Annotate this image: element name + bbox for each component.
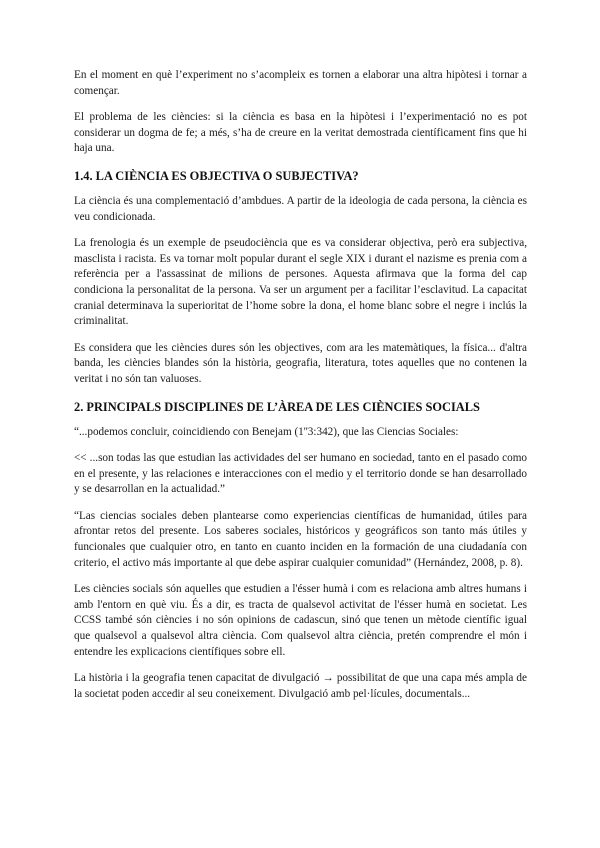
paragraph-divulgation: La història i la geografia tenen capacitat de divulgació → possibilitat de que una capa més ampla de la societat poden accedir al seu coneixement. Divulgació amb pel·lícules, documentals... <box>74 672 527 700</box>
paragraph-experiment: En el moment en què l’experiment no s’acompleix es tornen a elaborar una altra hipòtesi i tornar a començar. <box>74 69 527 97</box>
paragraph-hernandez-quote: “Las ciencias sociales deben plantearse como experiencias científicas de humanidad, útiles para afrontar retos del presente. Los saberes sociales, históricos y geográficos son tanto más útiles y funcionales que cualquier otro, en tanto en cuanto inciden en la formación de una ciudadanía con criterio, el activo más importante al que debe aspirar cualquier comunidad” (Hernández, 2008, p. 8). <box>74 509 527 569</box>
document-body <box>74 68 527 713</box>
paragraph-social-sciences-definition: Les ciències socials són aquelles que estudien a l'ésser humà i com es relaciona amb altres humans i amb l'entorn en què viu. És a dir, es tracta de qualsevol activitat de l'ésser humà en societat. Les CCSS també són ciències i no són opinions de cadascun, sinó que tenen un mètode científic igual que qualsevol a qualsevol altra ciència. Com qualsevol altra ciència, pretén comprendre el món i entendre les explicacions científiques sobre ell. <box>74 583 527 658</box>
paragraph-hard-soft-sciences: Es considera que les ciències dures són les objectives, com ara les matemàtiques, la física... d'altra banda, les ciències blandes són la història, geografia, literatura, totes aquelles que no contenen la veritat i no són tan valuoses. <box>74 341 527 385</box>
paragraph-phrenology: La frenologia és un exemple de pseudociència que es va considerar objectiva, però era subjectiva, masclista i racista. Es va tornar molt popular durant el segle XIX i durant el nazisme es prenia com a referència per a l'assassinat de milions de persones. Aquesta afirmava que la forma del cap condiciona la personalitat de la persona. Va ser un argument per a facilitar l’esclavitud. La capacitat cranial determinava la superioritat de l’home sobre la dona, el home blanc sobre el negre i inclús la criminalitat. <box>74 237 527 328</box>
paragraph-benejam-quote: << ...son todas las que estudian las actividades del ser humano en sociedad, tanto en el pasado como en el presente, y las relaciones e interacciones con el medio y el territorio donde se han desarrollado y se desarrollan en la actualidad.” <box>74 452 527 496</box>
paragraph-complementation: La ciència és una complementació d’ambdues. A partir de la ideologia de cada persona, la ciència es veu condicionada. <box>74 194 527 223</box>
section-heading-1-4: 1.4. LA CIÈNCIA ES OBJECTIVA O SUBJECTIVA? <box>74 168 359 183</box>
paragraph-science-problem: El problema de les ciències: si la ciència es basa en la hipòtesi i l’experimentació no es pot considerar un dogma de fe; a més, s’ha de creure en la veritat demostrada científicament fins que hi haja una. <box>74 111 527 155</box>
paragraph-benejam-quote-intro: “...podemos concluir, coincidiendo con Benejam (1''3:342), que las Ciencias Sociales: <box>74 425 459 438</box>
section-heading-2: 2. PRINCIPALS DISCIPLINES DE L’ÀREA DE LES CIÈNCIES SOCIALS <box>74 399 480 414</box>
